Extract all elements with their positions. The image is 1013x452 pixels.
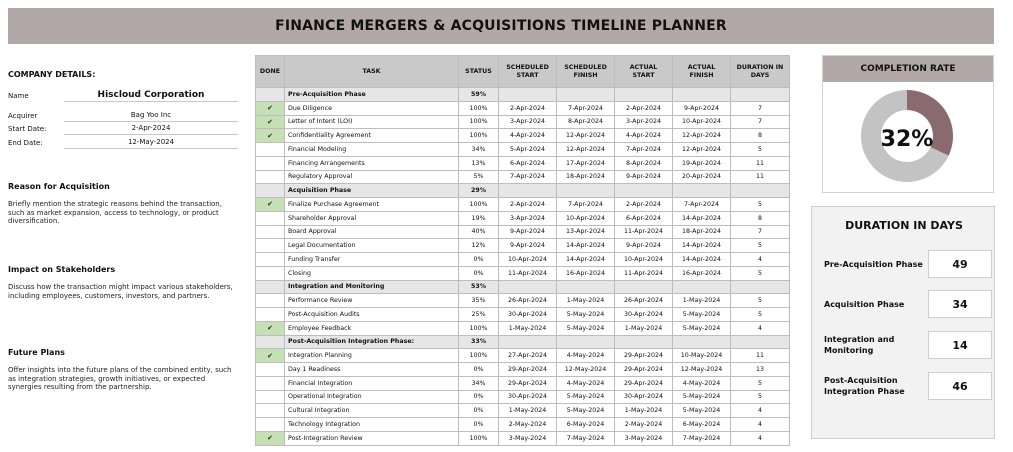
empty-cell [615,88,673,102]
done-checkbox[interactable] [256,294,285,308]
actual-finish[interactable]: 12-Apr-2024 [673,143,731,157]
task-name[interactable]: Financing Arrangements [285,156,459,170]
duration-title: DURATION IN DAYS [845,219,963,232]
scheduled-start[interactable]: 9-Apr-2024 [499,239,557,253]
actual-finish[interactable]: 12-May-2024 [673,363,731,377]
empty-cell [499,88,557,102]
scheduled-start[interactable]: 30-Apr-2024 [499,308,557,322]
actual-finish[interactable]: 9-Apr-2024 [673,101,731,115]
future-plans-text[interactable]: Offer insights into the future plans of the combined entity, such as integration strategies, growth initiatives, or expected synergies resulting from the partnership. [8,366,232,392]
done-checkbox[interactable] [256,129,285,143]
duration-days[interactable]: 4 [731,418,790,432]
impact-title: Impact on Stakeholders [8,265,116,274]
task-status[interactable]: 0% [459,418,499,432]
actual-start[interactable]: 29-Apr-2024 [615,376,673,390]
duration-value: 14 [928,331,992,359]
done-checkbox[interactable] [256,170,285,184]
task-row [256,321,790,335]
actual-finish[interactable]: 19-Apr-2024 [673,156,731,170]
task-row [256,418,790,432]
actual-start[interactable]: 11-Apr-2024 [615,266,673,280]
actual-start[interactable]: 2-May-2024 [615,418,673,432]
actual-finish[interactable]: 10-Apr-2024 [673,115,731,129]
actual-start[interactable]: 9-Apr-2024 [615,170,673,184]
actual-start[interactable]: 11-Apr-2024 [615,225,673,239]
reason-text[interactable]: Briefly mention the strategic reasons behind the transaction, such as market expansion, access to technology, or product diversification. [8,200,222,226]
duration-days[interactable]: 7 [731,101,790,115]
completion-rate-label: 32% [880,127,934,152]
done-checkbox[interactable] [256,198,285,212]
scheduled-finish[interactable]: 12-May-2024 [557,363,615,377]
task-name[interactable]: Shareholder Approval [285,211,459,225]
empty-cell [673,184,731,198]
empty-cell [557,88,615,102]
actual-finish[interactable]: 5-May-2024 [673,321,731,335]
done-checkbox[interactable] [256,225,285,239]
duration-label: Post-Acquisition Integration Phase [824,376,905,396]
duration-row-acquisition [824,289,994,319]
actual-finish[interactable]: 5-May-2024 [673,404,731,418]
task-row [256,211,790,225]
task-status[interactable]: 0% [459,266,499,280]
task-status[interactable]: 0% [459,363,499,377]
task-status[interactable]: 100% [459,101,499,115]
done-checkbox[interactable] [256,266,285,280]
done-checkbox[interactable] [256,418,285,432]
actual-start[interactable]: 8-Apr-2024 [615,156,673,170]
duration-days[interactable]: 11 [731,156,790,170]
empty-cell [557,184,615,198]
impact-text[interactable]: Discuss how the transaction might impact various stakeholders, including employees, customers, investors, and partners. [8,283,233,300]
task-row [256,308,790,322]
duration-days[interactable]: 5 [731,376,790,390]
reason-title: Reason for Acquisition [8,182,110,191]
task-status[interactable]: 100% [459,115,499,129]
phase-name: Post-Acquisition Integration Phase: [285,335,459,349]
actual-start[interactable]: 1-May-2024 [615,321,673,335]
task-row [256,239,790,253]
empty-cell [499,280,557,294]
task-status[interactable]: 100% [459,198,499,212]
scheduled-start[interactable]: 3-Apr-2024 [499,211,557,225]
task-status[interactable]: 0% [459,390,499,404]
task-name[interactable]: Integration Planning [285,349,459,363]
actual-finish[interactable]: 16-Apr-2024 [673,266,731,280]
duration-row-pre-acquisition [824,249,994,279]
scheduled-finish[interactable]: 18-Apr-2024 [557,170,615,184]
task-name[interactable]: Employee Feedback [285,321,459,335]
end-date-value[interactable]: 12-May-2024 [64,136,238,149]
company-details-title: COMPANY DETAILS: [8,70,96,79]
task-status[interactable]: 100% [459,349,499,363]
done-checkbox[interactable] [256,376,285,390]
scheduled-start[interactable]: 3-Apr-2024 [499,115,557,129]
task-row [256,349,790,363]
empty-cell [499,335,557,349]
actual-start[interactable]: 3-May-2024 [615,431,673,445]
completion-donut [823,82,993,192]
task-status[interactable]: 12% [459,239,499,253]
done-checkbox[interactable] [256,321,285,335]
actual-finish[interactable]: 10-May-2024 [673,349,731,363]
empty-cell [557,280,615,294]
scheduled-finish[interactable]: 5-May-2024 [557,321,615,335]
scheduled-finish[interactable]: 1-May-2024 [557,294,615,308]
start-date-label: Start Date: [8,124,47,133]
task-name[interactable]: Confidentiality Agreement [285,129,459,143]
duration-days[interactable]: 5 [731,143,790,157]
acquirer-value[interactable]: Bag Yoo Inc [64,109,238,122]
end-date-label: End Date: [8,138,43,147]
task-name[interactable]: Cultural Integration [285,404,459,418]
duration-days[interactable]: 7 [731,225,790,239]
duration-days[interactable]: 5 [731,198,790,212]
task-name[interactable]: Post-Integration Review [285,431,459,445]
phase-row [256,184,790,198]
empty-cell [673,335,731,349]
phase-name: Acquisition Phase [285,184,459,198]
scheduled-finish[interactable]: 5-May-2024 [557,308,615,322]
scheduled-finish[interactable]: 14-Apr-2024 [557,239,615,253]
duration-days[interactable]: 7 [731,115,790,129]
scheduled-start[interactable]: 7-Apr-2024 [499,170,557,184]
task-row [256,115,790,129]
phase-row [256,88,790,102]
done-checkbox[interactable] [256,156,285,170]
empty-cell [615,184,673,198]
duration-days[interactable]: 5 [731,239,790,253]
empty-cell [557,335,615,349]
actual-start[interactable]: 30-Apr-2024 [615,390,673,404]
duration-row-post-acquisition [824,371,994,401]
done-checkbox[interactable] [256,101,285,115]
task-name[interactable]: Regulatory Approval [285,170,459,184]
actual-start[interactable]: 29-Apr-2024 [615,363,673,377]
scheduled-start[interactable]: 27-Apr-2024 [499,349,557,363]
actual-finish[interactable]: 14-Apr-2024 [673,253,731,267]
completion-rate-title: COMPLETION RATE [823,56,993,82]
start-date-value[interactable]: 2-Apr-2024 [64,122,238,135]
check-icon: ✔ [267,104,273,113]
done-cell [256,280,285,294]
phase-name: Integration and Monitoring [285,280,459,294]
company-name-row [8,89,238,102]
scheduled-start[interactable]: 4-Apr-2024 [499,129,557,143]
scheduled-start[interactable]: 5-Apr-2024 [499,143,557,157]
task-status[interactable]: 19% [459,211,499,225]
scheduled-start[interactable]: 1-May-2024 [499,404,557,418]
actual-start[interactable]: 7-Apr-2024 [615,143,673,157]
duration-days[interactable]: 5 [731,390,790,404]
task-row [256,363,790,377]
actual-finish[interactable]: 7-May-2024 [673,431,731,445]
task-row [256,253,790,267]
empty-cell [731,184,790,198]
empty-cell [731,88,790,102]
check-icon: ✔ [267,434,273,443]
company-name-value[interactable]: Hiscloud Corporation [64,89,238,102]
duration-value: 34 [928,290,992,318]
page-title: FINANCE MERGERS & ACQUISITIONS TIMELINE PLANNER [275,18,727,34]
column-header: ACTUAL FINISH [673,56,731,88]
empty-cell [499,184,557,198]
task-name[interactable]: Finalize Purchase Agreement [285,198,459,212]
done-cell [256,335,285,349]
column-header: SCHEDULED START [499,56,557,88]
actual-finish[interactable]: 14-Apr-2024 [673,239,731,253]
actual-finish[interactable]: 1-May-2024 [673,294,731,308]
company-name-label: Name [8,91,29,100]
column-header: TASK [285,56,459,88]
actual-finish[interactable]: 5-May-2024 [673,308,731,322]
column-header: ACTUAL START [615,56,673,88]
task-name[interactable]: Performance Review [285,294,459,308]
duration-days[interactable]: 13 [731,363,790,377]
future-plans-title: Future Plans [8,348,65,357]
scheduled-start[interactable]: 10-Apr-2024 [499,253,557,267]
scheduled-finish[interactable]: 16-Apr-2024 [557,266,615,280]
acquirer-row [8,109,238,122]
scheduled-finish[interactable]: 17-Apr-2024 [557,156,615,170]
scheduled-start[interactable]: 30-Apr-2024 [499,390,557,404]
phase-row [256,280,790,294]
phase-status: 59% [459,88,499,102]
empty-cell [673,88,731,102]
column-header: DONE [256,56,285,88]
phase-status: 33% [459,335,499,349]
task-row [256,390,790,404]
duration-days[interactable]: 5 [731,294,790,308]
done-checkbox[interactable] [256,239,285,253]
task-row [256,170,790,184]
scheduled-start[interactable]: 29-Apr-2024 [499,363,557,377]
duration-days[interactable]: 4 [731,431,790,445]
duration-days[interactable]: 5 [731,308,790,322]
task-row [256,376,790,390]
task-table [255,55,790,446]
duration-days[interactable]: 4 [731,404,790,418]
duration-days[interactable]: 8 [731,129,790,143]
column-header: STATUS [459,56,499,88]
end-date-row [8,136,238,149]
task-name[interactable]: Funding Transfer [285,253,459,267]
actual-start[interactable]: 2-Apr-2024 [615,198,673,212]
completion-rate-card [822,55,994,193]
actual-finish[interactable]: 6-May-2024 [673,418,731,432]
done-checkbox[interactable] [256,404,285,418]
scheduled-finish[interactable]: 12-Apr-2024 [557,129,615,143]
duration-value: 46 [928,372,992,400]
task-name[interactable]: Financial Modeling [285,143,459,157]
scheduled-finish[interactable]: 7-Apr-2024 [557,101,615,115]
duration-days[interactable]: 11 [731,170,790,184]
task-row [256,294,790,308]
done-checkbox[interactable] [256,308,285,322]
actual-start[interactable]: 2-Apr-2024 [615,101,673,115]
check-icon: ✔ [267,117,273,126]
scheduled-finish[interactable]: 8-Apr-2024 [557,115,615,129]
task-status[interactable]: 0% [459,253,499,267]
actual-start[interactable]: 10-Apr-2024 [615,253,673,267]
task-name[interactable]: Closing [285,266,459,280]
task-name[interactable]: Legal Documentation [285,239,459,253]
scheduled-start[interactable]: 2-May-2024 [499,418,557,432]
scheduled-start[interactable]: 29-Apr-2024 [499,376,557,390]
duration-value: 49 [928,250,992,278]
task-status[interactable]: 25% [459,308,499,322]
duration-row-integration [824,330,994,360]
task-row [256,198,790,212]
actual-start[interactable]: 26-Apr-2024 [615,294,673,308]
task-status[interactable]: 5% [459,170,499,184]
done-cell [256,88,285,102]
task-row [256,225,790,239]
task-status[interactable]: 34% [459,376,499,390]
check-icon: ✔ [267,200,273,209]
task-row [256,143,790,157]
done-checkbox[interactable] [256,431,285,445]
empty-cell [731,335,790,349]
acquirer-label: Acquirer [8,111,38,120]
actual-finish[interactable]: 5-May-2024 [673,390,731,404]
task-status[interactable]: 13% [459,156,499,170]
task-status[interactable]: 100% [459,321,499,335]
phase-row [256,335,790,349]
task-name[interactable]: Operational Integration [285,390,459,404]
actual-start[interactable]: 4-Apr-2024 [615,129,673,143]
task-status[interactable]: 35% [459,294,499,308]
column-header: DURATION IN DAYS [731,56,790,88]
empty-cell [615,280,673,294]
actual-finish[interactable]: 7-Apr-2024 [673,198,731,212]
task-status[interactable]: 100% [459,129,499,143]
duration-label: Acquisition Phase [824,299,905,309]
scheduled-finish[interactable]: 13-Apr-2024 [557,225,615,239]
actual-start[interactable]: 1-May-2024 [615,404,673,418]
actual-finish[interactable]: 4-May-2024 [673,376,731,390]
actual-finish[interactable]: 14-Apr-2024 [673,211,731,225]
duration-days[interactable]: 4 [731,321,790,335]
task-name[interactable]: Day 1 Readiness [285,363,459,377]
duration-label: Pre-Acquisition Phase [824,259,923,269]
duration-days[interactable]: 5 [731,266,790,280]
actual-finish[interactable]: 12-Apr-2024 [673,129,731,143]
done-checkbox[interactable] [256,211,285,225]
scheduled-finish[interactable]: 5-May-2024 [557,390,615,404]
scheduled-finish[interactable]: 7-Apr-2024 [557,198,615,212]
scheduled-start[interactable]: 3-May-2024 [499,431,557,445]
phase-status: 53% [459,280,499,294]
duration-days[interactable]: 4 [731,253,790,267]
task-name[interactable]: Post-Acquisition Audits [285,308,459,322]
done-checkbox[interactable] [256,253,285,267]
scheduled-start[interactable]: 2-Apr-2024 [499,198,557,212]
scheduled-finish[interactable]: 4-May-2024 [557,376,615,390]
duration-days[interactable]: 11 [731,349,790,363]
done-cell [256,184,285,198]
scheduled-finish[interactable]: 4-May-2024 [557,349,615,363]
table-header-row [256,56,790,88]
actual-start[interactable]: 3-Apr-2024 [615,115,673,129]
phase-name: Pre-Acquisition Phase [285,88,459,102]
task-name[interactable]: Board Approval [285,225,459,239]
scheduled-start[interactable]: 26-Apr-2024 [499,294,557,308]
done-checkbox[interactable] [256,363,285,377]
column-header: SCHEDULED FINISH [557,56,615,88]
check-icon: ✔ [267,131,273,140]
scheduled-finish[interactable]: 10-Apr-2024 [557,211,615,225]
task-name[interactable]: Financial Integration [285,376,459,390]
task-status[interactable]: 34% [459,143,499,157]
scheduled-finish[interactable]: 14-Apr-2024 [557,253,615,267]
check-icon: ✔ [267,324,273,333]
task-status[interactable]: 0% [459,404,499,418]
actual-finish[interactable]: 20-Apr-2024 [673,170,731,184]
task-row [256,266,790,280]
actual-finish[interactable]: 18-Apr-2024 [673,225,731,239]
done-checkbox[interactable] [256,349,285,363]
phase-status: 29% [459,184,499,198]
task-status[interactable]: 100% [459,431,499,445]
check-icon: ✔ [267,351,273,360]
task-name[interactable]: Letter of Intent (LOI) [285,115,459,129]
task-name[interactable]: Due Diligence [285,101,459,115]
scheduled-finish[interactable]: 7-May-2024 [557,431,615,445]
scheduled-finish[interactable]: 6-May-2024 [557,418,615,432]
actual-start[interactable]: 29-Apr-2024 [615,349,673,363]
scheduled-start[interactable]: 9-Apr-2024 [499,225,557,239]
duration-days[interactable]: 8 [731,211,790,225]
task-row [256,431,790,445]
start-date-row [8,122,238,135]
actual-start[interactable]: 6-Apr-2024 [615,211,673,225]
actual-start[interactable]: 9-Apr-2024 [615,239,673,253]
duration-label: Integration and Monitoring [824,335,895,355]
scheduled-start[interactable]: 2-Apr-2024 [499,101,557,115]
scheduled-finish[interactable]: 5-May-2024 [557,404,615,418]
title-banner [8,8,994,44]
task-name[interactable]: Technology Integration [285,418,459,432]
scheduled-start[interactable]: 1-May-2024 [499,321,557,335]
task-row [256,156,790,170]
actual-start[interactable]: 30-Apr-2024 [615,308,673,322]
task-row [256,404,790,418]
done-checkbox[interactable] [256,390,285,404]
scheduled-finish[interactable]: 12-Apr-2024 [557,143,615,157]
empty-cell [673,280,731,294]
scheduled-start[interactable]: 6-Apr-2024 [499,156,557,170]
done-checkbox[interactable] [256,115,285,129]
empty-cell [731,280,790,294]
scheduled-start[interactable]: 11-Apr-2024 [499,266,557,280]
done-checkbox[interactable] [256,143,285,157]
empty-cell [615,335,673,349]
task-status[interactable]: 40% [459,225,499,239]
task-row [256,101,790,115]
task-row [256,129,790,143]
duration-card [811,206,995,439]
